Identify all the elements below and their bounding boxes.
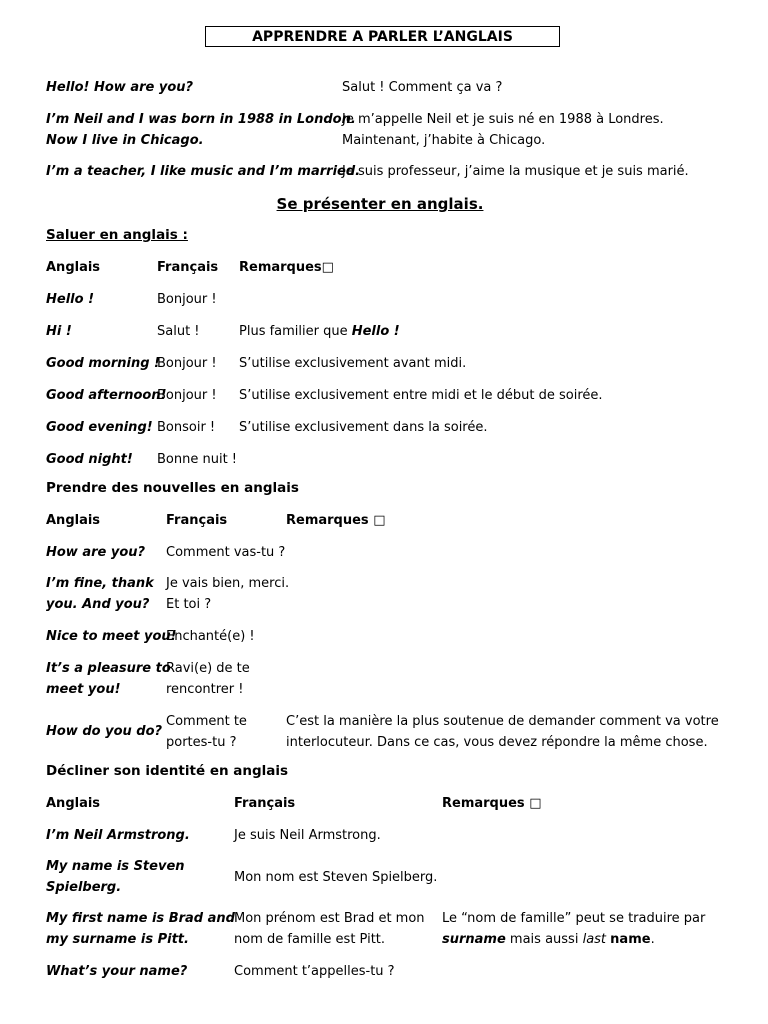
french-line: Mon prénom est Brad et mon xyxy=(234,911,425,926)
intro-french: Je suis professeur, j’aime la musique et je suis marié. xyxy=(342,164,689,179)
french-cell: Bonne nuit ! xyxy=(157,452,238,467)
remark-line: Le “nom de famille” peut se traduire par xyxy=(442,911,706,926)
english-cell: How are you? xyxy=(46,545,146,560)
french-cell: Bonjour ! xyxy=(157,356,217,371)
intro-english-line: Now I live in Chicago. xyxy=(46,133,204,148)
english-cell: Hello ! xyxy=(46,292,94,307)
header-francais: Français xyxy=(157,260,219,275)
english-cell: Hi ! xyxy=(46,324,72,339)
remark-cell xyxy=(239,321,400,342)
english-cell xyxy=(46,908,235,950)
french-cell: Comment t’appelles-tu ? xyxy=(234,964,395,979)
saluer-heading: Saluer en anglais : xyxy=(46,227,188,243)
document-title: APPRENDRE A PARLER L’ANGLAIS xyxy=(205,26,560,47)
box-icon: □ xyxy=(321,260,334,275)
french-cell: Bonjour ! xyxy=(157,388,217,403)
header-francais: Français xyxy=(234,796,296,811)
french-line: portes-tu ? xyxy=(166,735,237,750)
french-cell: Bonsoir ! xyxy=(157,420,216,435)
header-remarques-label: Remarques xyxy=(286,513,369,528)
english-line: My first name is Brad and xyxy=(46,911,235,926)
english-cell: Good afternoon! xyxy=(46,388,167,403)
header-anglais: Anglais xyxy=(46,513,101,528)
french-line: rencontrer ! xyxy=(166,682,244,697)
intro-french: Salut ! Comment ça va ? xyxy=(342,80,503,95)
english-line: My name is Steven xyxy=(46,859,185,874)
french-cell xyxy=(166,711,247,753)
french-cell: Je suis Neil Armstrong. xyxy=(234,828,381,843)
remark-text: Plus familier que xyxy=(239,324,352,339)
english-cell: Good night! xyxy=(46,452,133,467)
english-line: Spielberg. xyxy=(46,880,122,895)
french-cell: Enchanté(e) ! xyxy=(166,629,255,644)
french-line: Comment te xyxy=(166,714,247,729)
remark-italic: last xyxy=(582,932,607,947)
remark-cell: S’utilise exclusivement dans la soirée. xyxy=(239,420,488,435)
header-anglais: Anglais xyxy=(46,796,101,811)
remark-line: interlocuteur. Dans ce cas, vous devez répondre la même chose. xyxy=(286,735,708,750)
english-line: meet you! xyxy=(46,682,121,697)
english-cell xyxy=(46,658,171,700)
english-line: It’s a pleasure to xyxy=(46,661,171,676)
header-remarques xyxy=(239,257,334,278)
remark-emphasis: Hello ! xyxy=(351,324,400,339)
remark-cell: S’utilise exclusivement entre midi et le début de soirée. xyxy=(239,388,603,403)
english-cell: Good morning ! xyxy=(46,356,160,371)
box-icon: □ xyxy=(373,513,386,528)
english-cell: Nice to meet you! xyxy=(46,629,177,644)
english-cell: Good evening! xyxy=(46,420,153,435)
french-cell xyxy=(166,658,250,700)
french-cell xyxy=(166,573,289,615)
remark-text: mais aussi xyxy=(505,932,583,947)
english-cell xyxy=(46,856,185,898)
english-cell: What’s your name? xyxy=(46,964,188,979)
english-cell: I’m Neil Armstrong. xyxy=(46,828,190,843)
english-line: my surname is Pitt. xyxy=(46,932,189,947)
english-cell xyxy=(46,573,154,615)
section-title: Se présenter en anglais. xyxy=(276,195,484,213)
french-line: Et toi ? xyxy=(166,597,212,612)
french-line: Ravi(e) de te xyxy=(166,661,250,676)
header-remarques xyxy=(442,793,542,814)
intro-english xyxy=(46,109,356,151)
english-cell: How do you do? xyxy=(46,724,163,739)
remark-cell xyxy=(442,908,705,950)
header-remarques-label: Remarques xyxy=(442,796,525,811)
intro-french-line: Je m’appelle Neil et je suis né en 1988 à Londres. xyxy=(342,112,664,127)
french-cell: Mon nom est Steven Spielberg. xyxy=(234,870,438,885)
identite-heading: Décliner son identité en anglais xyxy=(46,763,289,779)
french-cell: Comment vas-tu ? xyxy=(166,545,286,560)
remark-line: C’est la manière la plus soutenue de demander comment va votre xyxy=(286,714,719,729)
intro-english-line: I’m Neil and I was born in 1988 in London. xyxy=(46,112,356,127)
header-remarques-label: Remarques xyxy=(239,260,322,275)
header-francais: Français xyxy=(166,513,228,528)
remark-bold: name xyxy=(610,932,651,947)
french-cell: Salut ! xyxy=(157,324,200,339)
english-line: you. And you? xyxy=(46,597,150,612)
remark-cell xyxy=(286,711,719,753)
english-line: I’m fine, thank xyxy=(46,576,154,591)
remark-text: . xyxy=(650,932,655,947)
remark-cell: S’utilise exclusivement avant midi. xyxy=(239,356,467,371)
french-cell: Bonjour ! xyxy=(157,292,217,307)
nouvelles-heading: Prendre des nouvelles en anglais xyxy=(46,480,299,496)
french-cell xyxy=(234,908,425,950)
intro-english: I’m a teacher, I like music and I’m married. xyxy=(46,164,361,179)
intro-french-line: Maintenant, j’habite à Chicago. xyxy=(342,133,546,148)
intro-french xyxy=(342,109,664,151)
french-line: Je vais bien, merci. xyxy=(166,576,290,591)
remark-emphasis: surname xyxy=(442,932,506,947)
header-remarques xyxy=(286,510,386,531)
header-anglais: Anglais xyxy=(46,260,101,275)
french-line: nom de famille est Pitt. xyxy=(234,932,386,947)
box-icon: □ xyxy=(529,796,542,811)
remark-line xyxy=(442,929,705,950)
intro-english: Hello! How are you? xyxy=(46,80,194,95)
